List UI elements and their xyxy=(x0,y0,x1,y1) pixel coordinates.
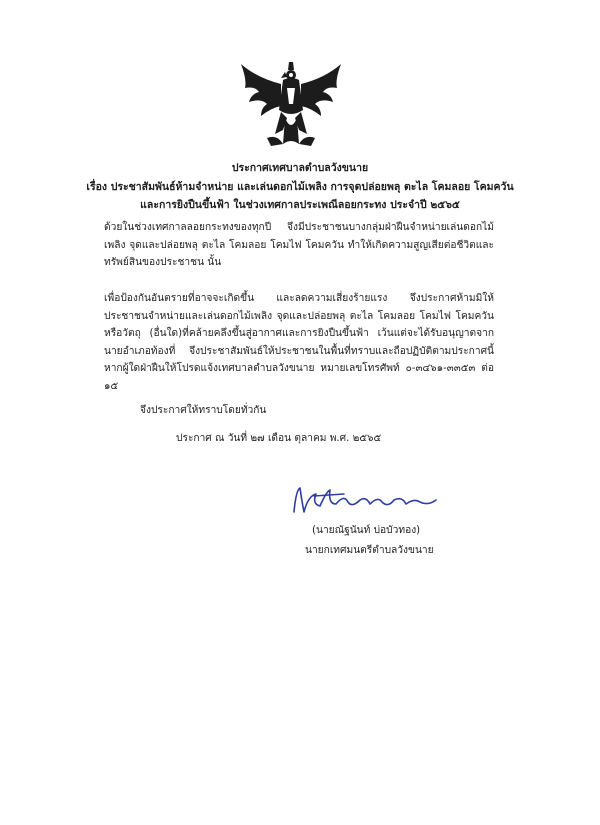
subject-line-1: เรื่อง ประชาสัมพันธ์ห้ามจำหน่าย และเล่นดอกไม้เพลิง การจุดปล่อยพลุ ตะไล โคมลอย โคมควัน xyxy=(86,181,514,193)
signatory-name: (นายณัฐนันท์ บ่อบัวทอง) xyxy=(312,525,421,536)
closing-notice: จึงประกาศให้ทราบโดยทั่วกัน xyxy=(140,405,267,416)
garuda-emblem xyxy=(237,58,345,150)
handwritten-signature xyxy=(286,482,446,522)
announcement-title: ประกาศเทศบาลตำบลวังขนาย xyxy=(231,162,369,174)
body-paragraph-2: เพื่อป้องกันอันตรายที่อาจจะเกิดขึ้น และลดความเสี่ยงร้ายแรง จึงประกาศห้ามมิให้ประชาชนจำหน่ายและเล่นดอกไม้เพลิง จุดและปล่อยพลุ ตะไล โคมลอย โคมไฟ โคมควัน หรือวัตถุ (อื่นใด)ที่คล้ายคลึงขึ้นสู่อากาศและการยิงปืนขึ้นฟ้า เว้นแต่จะได้รับอนุญาตจากนายอำเภอท้องที่ จึงประชาสัมพันธ์ให้ประชาชนในพื้นที่ทราบและถือปฏิบัติตามประกาศนี้ หากผู้ใดฝ่าฝืนให้โปรดแจ้งเทศบาลตำบลวังขนาย หมายเลขโทรศัพท์ ๐-๓๔๖๑-๓๓๕๓ ต่อ ๑๕ xyxy=(104,293,494,392)
subject-line-2: และการยิงปืนขึ้นฟ้า ในช่วงเทศกาลประเพณีลอยกระทง ประจำปี ๒๕๖๕ xyxy=(140,199,460,211)
signatory-position: นายกเทศมนตรีตำบลวังขนาย xyxy=(305,545,434,556)
body-paragraph-1: ด้วยในช่วงเทศกาลลอยกระทงของทุกปี จึงมีประชาชนบางกลุ่มฝ่าฝืนจำหน่ายเล่นดอกไม้เพลิง จุดและปล่อยพลุ ตะไล โคมลอย โคมไฟ โคมควัน ทำให้เกิดความสูญเสียต่อชีวิตและทรัพย์สินของประชาชน นั้น xyxy=(104,222,494,268)
announcement-date: ประกาศ ณ วันที่ ๒๗ เดือน ตุลาคม พ.ศ. ๒๕๖๕ xyxy=(176,433,382,444)
